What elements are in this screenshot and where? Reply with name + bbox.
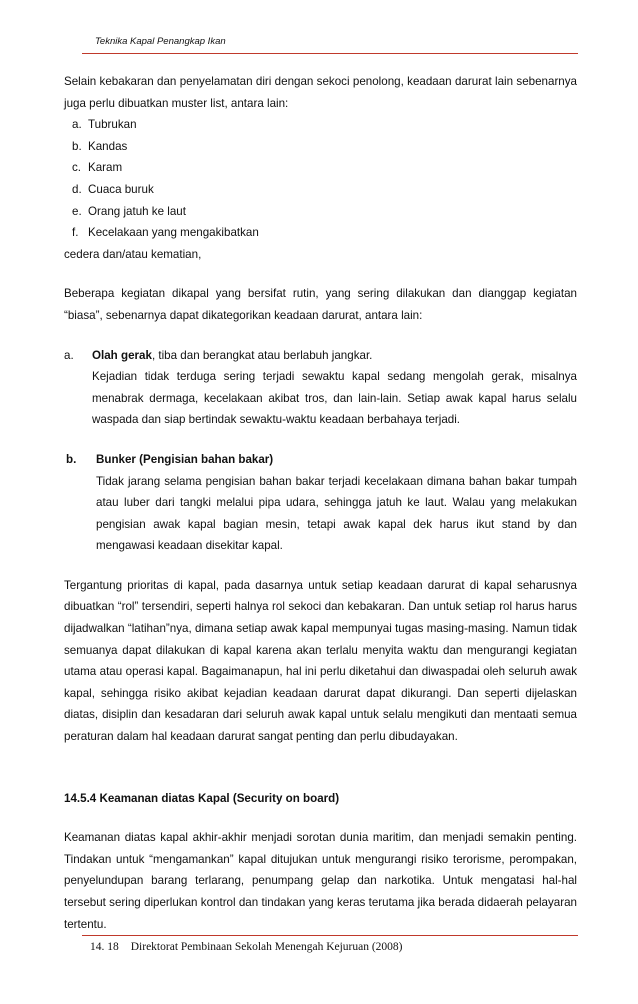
routine-paragraph: Beberapa kegiatan dikapal yang bersifat rutin, yang sering dilakukan dan dianggap kegiatan “biasa”, sebenarnya dapat dikategorikan keadaan darurat, antara lain: <box>64 287 577 322</box>
item-marker: a. <box>64 348 74 362</box>
item-a-body: Kejadian tidak terduga sering terjadi sewaktu kapal sedang mengolah gerak, misalnya menabrak dermaga, kecelakaan akibat tros, dan lain-lain. Setiap awak kapal harus selalu waspada dan siap bertindak sewaktu-waktu keadaan berbahaya terjadi. <box>92 370 577 427</box>
item-a-title <box>64 345 577 367</box>
item-b-body: Tidak jarang selama pengisian bahan bakar terjadi kecelakaan dimana bahan bakar tumpah atau luber dari tangki melalui pipa udara, sehingga jatuh ke laut. Walau yang melakukan pengisian awak kapal bagian mesin, tetapi awak kapal dek harus ikut stand by dan mengawasi keadaan disekitar kapal. <box>96 474 577 553</box>
footer-publisher: Direktorat Pembinaan Sekolah Menengah Kejuruan (2008) <box>130 941 403 953</box>
page-number: 14. 18 <box>90 941 119 953</box>
page-body <box>64 71 577 935</box>
item-b-bold-title: Bunker (Pengisian bahan bakar) <box>96 452 274 466</box>
item-a-bold-title: Olah gerak <box>92 348 152 362</box>
section-heading <box>64 788 577 810</box>
item-b-title <box>64 449 577 471</box>
section-heading-text: 14.5.4 Keamanan diatas Kapal (Security on board) <box>64 791 340 805</box>
list-continuation: cedera dan/atau kematian, <box>64 247 202 261</box>
list-marker: a. <box>72 118 82 132</box>
list-item-text: Tubrukan <box>88 118 137 132</box>
priority-paragraph: Tergantung prioritas di kapal, pada dasarnya untuk setiap keadaan darurat di kapal seharusnya dibuatkan “rol” tersendiri, seperti halnya rol sekoci dan kebakaran. Dan untuk setiap rol harus harus dijadwalkan “latihan”nya, dimana setiap awak kapal mempunyai tugas masing-masing. Namun tidak semuanya dapat dilakukan di kapal karena akan terlalu menyita waktu dan mengurangi kegiatan utama atau operasi kapal. Bagaimanapun, hal ini perlu diketahui dan diwaspadai oleh seluruh awak kapal, sehingga risiko akibat kejadian keadaan darurat dapat dikurangi. Dan seperti dijelaskan diatas, disiplin dan kesadaran dari seluruh awak kapal untuk selalu mengikuti dan mentaati semua peraturan dalam hal keadaan darurat sangat penting dan perlu dibudayakan. <box>64 578 577 744</box>
item-a-title-rest: , tiba dan berangkat atau berlabuh jangkar. <box>151 348 373 362</box>
list-item <box>64 179 577 201</box>
list-item-text: Karam <box>88 161 123 175</box>
list-item <box>64 136 577 158</box>
list-item-text: Kandas <box>88 139 128 153</box>
page-footer <box>90 941 403 953</box>
list-item <box>64 157 577 179</box>
list-item-text: Orang jatuh ke laut <box>88 204 186 218</box>
list-item <box>64 114 577 136</box>
list-item <box>64 222 577 244</box>
emergency-list <box>64 114 577 244</box>
security-paragraph: Keamanan diatas kapal akhir-akhir menjadi sorotan dunia maritim, dan menjadi semakin penting. Tindakan untuk “mengamankan” kapal ditujukan untuk mengurangi risiko terorisme, perompakan, penyelundupan barang terlarang, penumpang gelap dan narkotika. Untuk mengatasi hal-hal tersebut sering diperlukan kontrol dan tindakan yang keras terutama jika berada didaerah pelayaran tertentu. <box>64 831 577 931</box>
list-item-text: Kecelakaan yang mengakibatkan <box>88 226 259 240</box>
list-marker: d. <box>72 182 82 196</box>
list-item <box>64 201 577 223</box>
list-marker: e. <box>72 204 82 218</box>
intro-paragraph: Selain kebakaran dan penyelamatan diri dengan sekoci penolong, keadaan darurat lain sebenarnya juga perlu dibuatkan muster list, antara lain: <box>64 75 577 110</box>
item-marker: b. <box>66 452 77 466</box>
list-marker: f. <box>72 226 79 240</box>
running-header: Teknika Kapal Penangkap Ikan <box>95 36 226 47</box>
footer-rule <box>82 935 578 936</box>
list-marker: b. <box>72 139 82 153</box>
list-marker: c. <box>72 161 82 175</box>
header-rule <box>82 53 578 54</box>
list-item-text: Cuaca buruk <box>88 182 154 196</box>
